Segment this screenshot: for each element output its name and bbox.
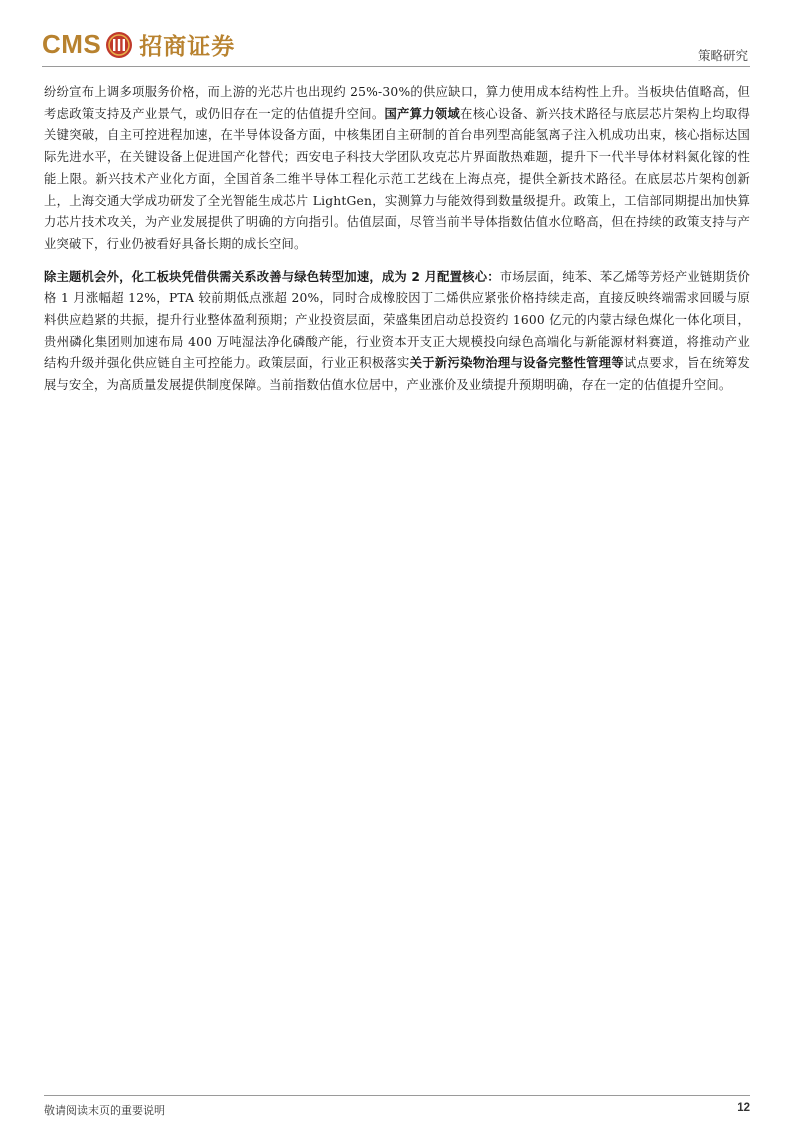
text-segment: 在核心设备、新兴技术路径与底层芯片架构上均取得关键突破，自主可控进程加速，在半导体设备方面，中核集团自主研制的首台串列型高能氢离子注入机成功出束，核心指标达国际先进水平，在关键设备上促进国产化替代；西安电子科技大学团队攻克芯片界面散热难题，提升下一代半导体材料氮化镓的性能上限。新兴技术产业化方面，全国首条二维半导体工程化示范工艺线在上海点亮，提供全新技术路径。在底层芯片架构创新上，上海交通大学成功研发了全光智能生成芯片 LightGen，实测算力与能效得到数量级提升。政策上，工信部同期提出加快算力芯片技术攻关，为产业发展提供了明确的方向指引。估值层面，尽管当前半导体指数估值水位略高，但在持续的政策支持与产业突破下，行业仍被看好具备长期的成长空间。 <box>44 106 751 251</box>
paragraph-tech-computing <box>44 82 750 256</box>
footer-disclaimer: 敬请阅读末页的重要说明 <box>44 1104 165 1117</box>
logo-latin-text: CMS <box>42 29 102 59</box>
page-number: 12 <box>737 1102 750 1114</box>
logo-seal-icon <box>105 31 133 59</box>
page-header <box>42 26 750 67</box>
highlight-domestic-computing: 国产算力领域 <box>384 106 461 121</box>
paragraph-chemical-sector <box>44 267 750 397</box>
text-segment: 试点要求，旨在统筹发展与安全，为高质量发展提供制度保障。当前指数估值水位居中，产业涨价及业绩提升预期明确，存在一定的估值提升空间。 <box>44 356 750 393</box>
text-segment: 纷纷宣布上调多项服务价格，而上游的光芯片也出现约 25%-30%的供应缺口，算力使用成本结构性上升。当板块估值略高，但考虑政策支持及产业景气，或仍旧存在一定的估值提升空间。 <box>44 85 750 121</box>
logo-chinese-text: 招商证券 <box>139 34 236 60</box>
highlight-policy-pilot: 关于新污染物治理与设备完整性管理等 <box>409 356 625 371</box>
report-body <box>44 82 750 408</box>
highlight-chemical-core: 除主题机会外，化工板块凭借供需关系改善与绿色转型加速，成为 2 月配置核心： <box>44 269 500 284</box>
page-footer <box>44 1095 750 1118</box>
report-type-label: 策略研究 <box>697 48 748 63</box>
text-segment: 市场层面，纯苯、苯乙烯等芳烃产业链期货价格 1 月涨幅超 12%，PTA 较前期低点涨超 20%，同时合成橡胶因丁二烯供应紧张价格持续走高，直接反映终端需求回暖与原料供应趋紧的共振，提升行业整体盈利预期；产业投资层面，荣盛集团启动总投资约 1600 亿元的内蒙古绿色煤化一体化项目，贵州磷化集团则加速布局 400 万吨湿法净化磷酸产能，行业资本开支正大规模投向绿色高端化与新能源材料赛道，将推动产业结构升级并强化供应链自主可控能力。政策层面，行业正积极落实 <box>44 269 750 371</box>
company-logo <box>42 28 235 61</box>
